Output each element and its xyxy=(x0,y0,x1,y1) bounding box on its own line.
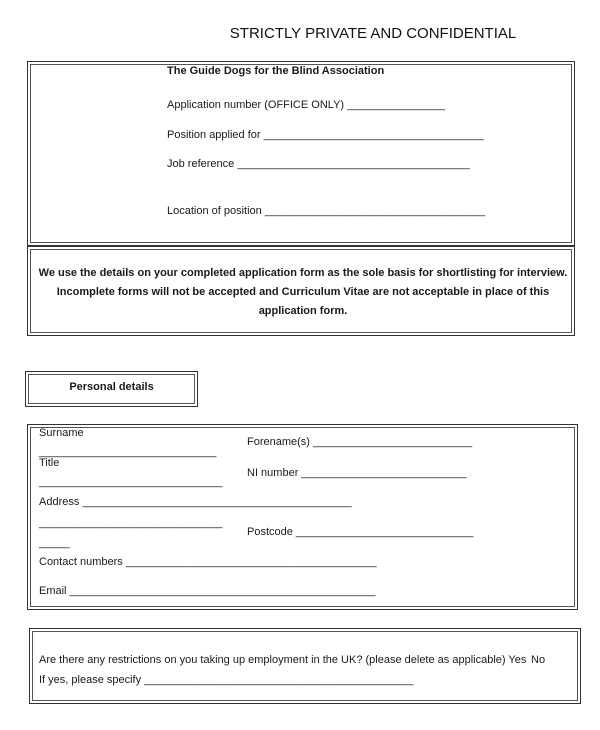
address-field[interactable]: Address ____________________________________________ xyxy=(39,496,352,508)
page-title: STRICTLY PRIVATE AND CONFIDENTIAL xyxy=(229,25,517,42)
title-label: Title xyxy=(39,457,60,469)
option-no[interactable]: No xyxy=(531,654,546,666)
restrictions-box xyxy=(29,628,581,704)
application-number-field[interactable]: Application number (OFFICE ONLY) ________________ xyxy=(167,99,446,111)
position-applied-field[interactable]: Position applied for ____________________________________ xyxy=(167,129,484,141)
restrictions-question: Are there any restrictions on you taking up employment in the UK? (please delete as applicable) Yes xyxy=(39,654,527,666)
job-reference-field[interactable]: Job reference ______________________________________ xyxy=(167,158,470,170)
title-field[interactable]: ______________________________ xyxy=(39,476,223,488)
organization-name: The Guide Dogs for the Blind Association xyxy=(167,65,385,77)
address-line-3-field[interactable]: _____ xyxy=(39,537,70,549)
ni-number-field[interactable]: NI number ___________________________ xyxy=(247,467,467,479)
application-info-box xyxy=(27,61,575,246)
forename-field[interactable]: Forename(s) __________________________ xyxy=(247,436,473,448)
postcode-field[interactable]: Postcode _____________________________ xyxy=(247,526,474,538)
section-title: Personal details xyxy=(69,381,154,393)
surname-label: Surname xyxy=(39,427,84,439)
address-line-2-field[interactable]: ______________________________ xyxy=(39,517,223,529)
surname-field[interactable]: _____________________________ xyxy=(39,446,217,458)
location-field[interactable]: Location of position ____________________________________ xyxy=(167,205,486,217)
restrictions-specify-field[interactable]: If yes, please specify ____________________________________________ xyxy=(39,674,414,686)
contact-numbers-field[interactable]: Contact numbers _________________________________________ xyxy=(39,556,377,568)
notice-text: We use the details on your completed application form as the sole basis for shortlisting for interview. Incomplete forms will not be accepted and Curriculum Vitae are not acceptable in place of this application form. xyxy=(38,267,568,317)
email-field[interactable]: Email __________________________________________________ xyxy=(39,585,376,597)
